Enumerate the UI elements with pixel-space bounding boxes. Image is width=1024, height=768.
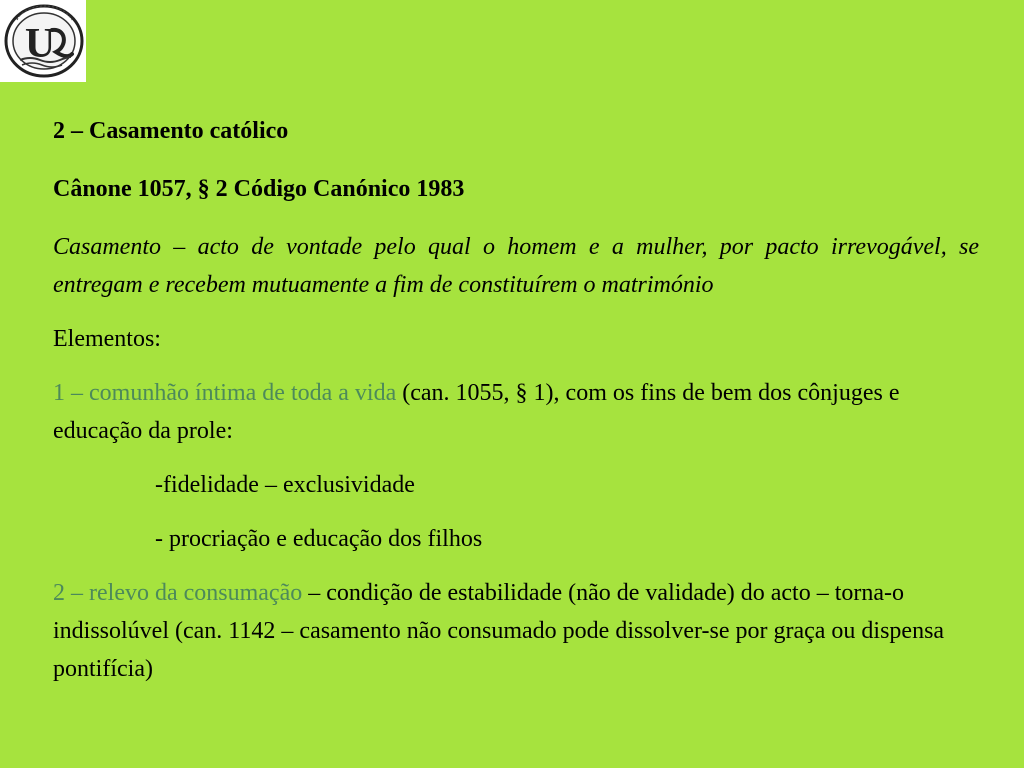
slide-subtitle: Cânone 1057, § 2 Código Canónico 1983 [53,176,465,202]
element-item-2-lead: 2 – relevo da consumação [53,580,303,606]
university-seal-icon [0,0,86,82]
element-item-1-lead: 1 – comunhão íntima de toda a vida [53,380,397,406]
sub-item-fidelity: -fidelidade – exclusividade [155,472,415,498]
element-item-1 [53,374,979,450]
elements-label: Elementos: [53,326,161,352]
university-logo [0,0,86,82]
logo-monogram: U [24,21,56,67]
element-item-2 [53,574,979,688]
slide-content [53,112,979,704]
definition-text: Casamento – acto de vontade pelo qual o homem e a mulher, por pacto irrevogável, se entregam e recebem mutuamente a fim de constituírem o matrimónio [53,234,979,298]
element-item-1-rest: (can. 1055, § 1), com os fins de bem dos cônjuges e educação da prole: [53,380,900,444]
sub-item-procreation: - procriação e educação dos filhos [155,526,483,552]
element-item-2-rest: – condição de estabilidade (não de validade) do acto – torna-o indissolúvel (can. 1142 – casamento não consumado pode dissolver-se por graça ou dispensa pontifícia) [53,580,945,682]
slide-title: 2 – Casamento católico [53,118,289,144]
